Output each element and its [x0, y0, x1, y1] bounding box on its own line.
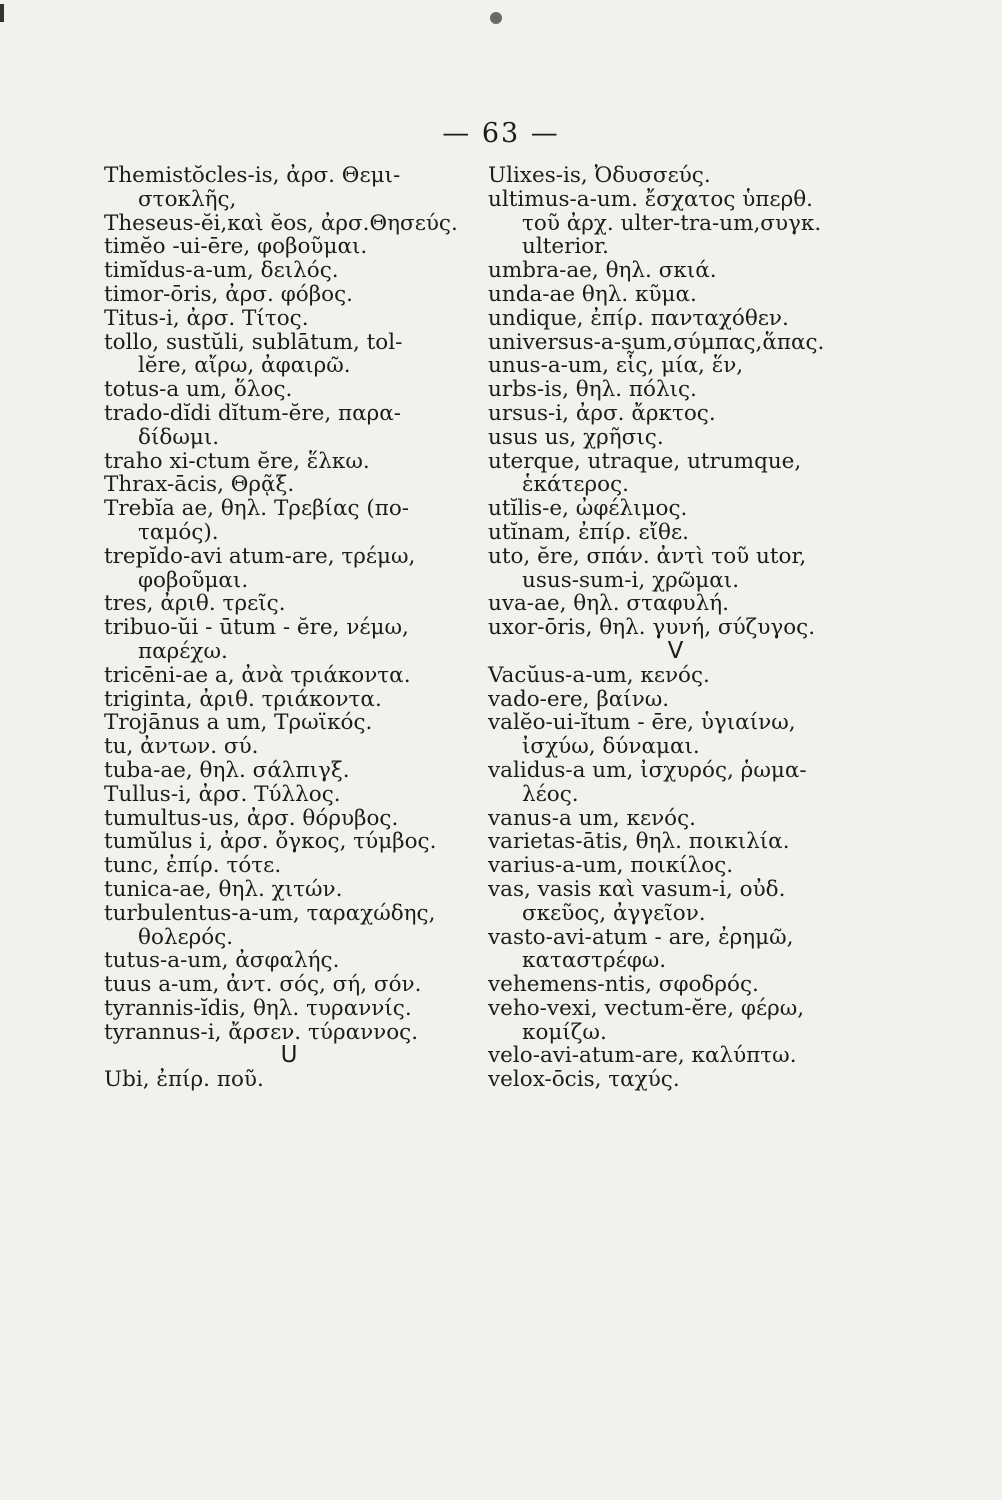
dictionary-entry: uto, ĕre, σπάν. ἀντὶ τοῦ utor,: [488, 543, 807, 569]
entry-continuation: φοβοῦμαι.: [138, 567, 249, 593]
dictionary-entry: tutus-a-um, ἀσφαλής.: [104, 948, 340, 974]
dictionary-entry: tribuo-ŭi - ūtum - ĕre, νέμω,: [104, 615, 409, 641]
dictionary-entry: vasto-avi-atum - are, ἐρημῶ,: [488, 924, 794, 950]
entry-continuation: λέος.: [522, 781, 579, 807]
dictionary-entry: usus us, χρῆσις.: [488, 424, 664, 450]
page-number: — 63 —: [442, 118, 560, 149]
dictionary-entry: velox-ōcis, ταχύς.: [488, 1067, 680, 1093]
ink-spot: [490, 12, 502, 24]
dictionary-entry: tumultus-us, ἀρσ. θόρυβος.: [104, 805, 399, 831]
dictionary-entry: utĭlis-e, ὠφέλιμος.: [488, 496, 688, 522]
dictionary-entry: universus-a-sum,σύμπας,ἅπας.: [488, 329, 825, 355]
entry-continuation: ταμός).: [138, 519, 219, 545]
dictionary-entry: tuba-ae, θηλ. σάλπιγξ.: [104, 757, 350, 783]
dictionary-entry: Themistŏcles-is, ἀρσ. Θεμι-: [104, 163, 401, 188]
dictionary-entry: vas, vasis καὶ vasum-i, οὐδ.: [488, 876, 786, 902]
dictionary-entry: Vacŭus-a-um, κενός.: [488, 662, 710, 688]
letter-heading: V: [667, 637, 684, 664]
entry-continuation: παρέχω.: [138, 638, 228, 664]
entry-continuation: τοῦ ἀρχ. ulter-tra-um,συγκ.: [522, 210, 822, 236]
dictionary-entry: tollo, sustŭli, sublātum, tol-: [104, 329, 403, 355]
dictionary-entry: ultimus-a-um. ἔσχατος ὑπερθ.: [488, 186, 813, 212]
dictionary-entry: traho xi-ctum ĕre, ἕλκω.: [104, 448, 370, 474]
dictionary-entry: timĭdus-a-um, δειλός.: [104, 258, 339, 284]
dictionary-entry: tyrannus-i, ἄρσεν. τύραννος.: [104, 1019, 419, 1045]
right-column: [488, 164, 863, 1092]
dictionary-entry: varietas-ātis, θηλ. ποικιλία.: [488, 829, 790, 855]
dictionary-entry: trado-dĭdi dĭtum-ĕre, παρα-: [104, 400, 402, 426]
entry-continuation: σκεῦος, ἀγγεῖον.: [522, 900, 706, 926]
dictionary-entry: tricēni-ae a, ἀνὰ τριάκοντα.: [104, 662, 411, 688]
scan-edge-mark: [0, 4, 4, 22]
letter-heading: U: [280, 1042, 298, 1069]
dictionary-entry: trepĭdo-avi atum-are, τρέμω,: [104, 543, 416, 569]
left-column: [104, 164, 474, 1092]
dictionary-entry: varius-a-um, ποικίλος.: [488, 853, 734, 879]
dictionary-entry: velo-avi-atum-are, καλύπτω.: [488, 1043, 797, 1069]
dictionary-entry: vehemens-ntis, σφοδρός.: [488, 972, 759, 998]
entry-continuation: ἰσχύω, δύναμαι.: [522, 734, 700, 760]
dictionary-entry: uxor-ōris, θηλ. γυνή, σύζυγος.: [488, 615, 816, 641]
dictionary-entry: Ulixes-is, Ὀδυσσεύς.: [488, 163, 711, 188]
entry-continuation: ulterior.: [522, 234, 609, 260]
entry-continuation: usus-sum-i, χρῶμαι.: [522, 567, 740, 593]
dictionary-entry: validus-a um, ἰσχυρός, ῥωμα-: [488, 757, 807, 783]
entry-continuation: lĕre, αἴρω, ἀφαιρῶ.: [138, 353, 351, 379]
dictionary-entry: vanus-a um, κενός.: [488, 805, 696, 831]
dictionary-entry: ursus-i, ἀρσ. ἄρκτος.: [488, 400, 716, 426]
entry-continuation: καταστρέφω.: [522, 948, 667, 974]
dictionary-entry: tunica-ae, θηλ. χιτών.: [104, 876, 343, 902]
dictionary-entry: timor-ōris, ἀρσ. φόβος.: [104, 281, 353, 307]
dictionary-entry: Trebĭa ae, θηλ. Τρεβίας (πο-: [104, 496, 410, 522]
dictionary-entry: unus-a-um, εἷς, μία, ἕν,: [488, 353, 744, 379]
dictionary-entry: tumŭlus i, ἀρσ. ὄγκος, τύμβος.: [104, 829, 437, 855]
dictionary-entry: veho-vexi, vectum-ĕre, φέρω,: [488, 995, 805, 1021]
dictionary-entry: Thrax-ācis, Θρᾷξ.: [104, 472, 295, 498]
dictionary-entry: tuus a-um, ἀντ. σός, σή, σόν.: [104, 972, 422, 998]
dictionary-entry: tunc, ἐπίρ. τότε.: [104, 853, 282, 879]
dictionary-entry: triginta, ἀριθ. τριάκοντα.: [104, 686, 382, 712]
dictionary-entry: uva-ae, θηλ. σταφυλή.: [488, 591, 729, 617]
dictionary-entry: tu, ἀντων. σύ.: [104, 734, 259, 760]
dictionary-entry: utĭnam, ἐπίρ. εἴθε.: [488, 519, 689, 545]
entry-continuation: θολερός.: [138, 924, 234, 950]
dictionary-entry: valĕo-ui-ĭtum - ēre, ὑγιαίνω,: [488, 710, 796, 736]
dictionary-entry: timĕo -ui-ēre, φοβοῦμαι.: [104, 234, 368, 260]
dictionary-entry: tyrannis-ĭdis, θηλ. τυραννίς.: [104, 995, 412, 1021]
dictionary-entry: uterque, utraque, utrumque,: [488, 448, 802, 474]
dictionary-entry: Ubi, ἐπίρ. ποῦ.: [104, 1067, 264, 1093]
dictionary-entry: Theseus-ĕi,καὶ ĕos, ἀρσ.Θησεύς.: [104, 210, 458, 236]
entry-continuation: κομίζω.: [522, 1019, 607, 1045]
dictionary-entry: umbra-ae, θηλ. σκιά.: [488, 258, 717, 284]
dictionary-entry: urbs-is, θηλ. πόλις.: [488, 377, 697, 403]
entry-continuation: δίδωμι.: [138, 424, 220, 450]
dictionary-entry: totus-a um, ὅλος.: [104, 377, 293, 403]
dictionary-entry: unda-ae θηλ. κῦμα.: [488, 281, 697, 307]
dictionary-entry: vado-ere, βαίνω.: [488, 686, 670, 712]
dictionary-entry: Titus-i, ἀρσ. Τίτος.: [104, 305, 309, 331]
dictionary-entry: tres, ἀριθ. τρεῖς.: [104, 591, 286, 617]
dictionary-entry: Tullus-i, ἀρσ. Τύλλος.: [104, 781, 341, 807]
dictionary-entry: undique, ἐπίρ. πανταχόθεν.: [488, 305, 789, 331]
entry-continuation: στοκλῆς,: [138, 186, 237, 212]
dictionary-entry: turbulentus-a-um, ταραχώδης,: [104, 900, 436, 926]
dictionary-entry: Trojānus a um, Τρωϊκός.: [104, 710, 373, 736]
entry-continuation: ἑκάτερος.: [522, 472, 629, 498]
